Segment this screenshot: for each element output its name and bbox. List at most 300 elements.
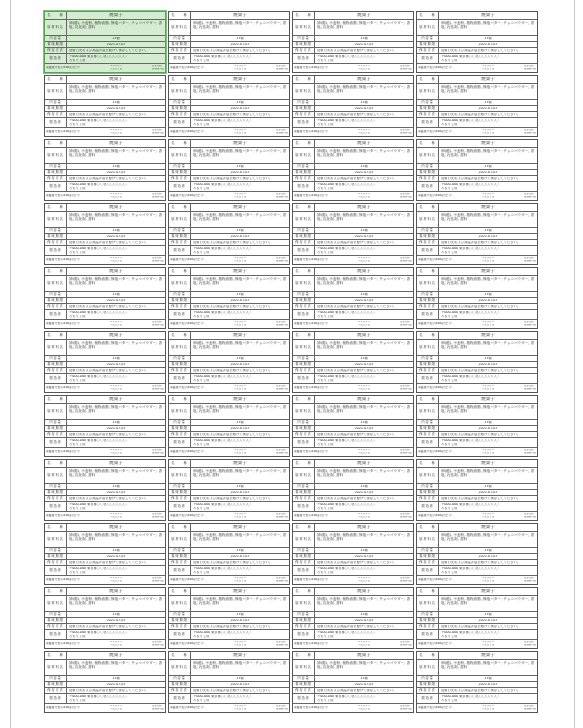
nutrition-title: 栄養成分表示(100g当たり)	[418, 129, 453, 133]
storage-key: 保存方法	[45, 560, 67, 565]
ingredients-key: 原材料名	[417, 84, 439, 99]
nutrition-carbs: 炭水化物	[400, 576, 410, 579]
food-label[interactable]	[416, 395, 538, 457]
nutrition-carbs: 炭水化物	[276, 704, 286, 707]
nutrition-salt: 食塩相当量	[276, 643, 288, 646]
storage-key: 保存方法	[293, 48, 315, 53]
nutrition-carbs: 炭水化物	[276, 320, 286, 323]
expiry-value: 2021.07.03	[106, 42, 126, 46]
food-label[interactable]	[168, 331, 290, 393]
name-row	[169, 652, 289, 660]
product-name: 焼菓子	[233, 12, 247, 18]
nutrition-carbs: 炭水化物	[152, 192, 162, 195]
nutrition-salt: 食塩相当量	[400, 195, 412, 198]
nutrition-salt: 食塩相当量	[152, 67, 164, 70]
maker-row	[293, 54, 413, 64]
maker-row	[169, 694, 289, 704]
content-key: 内容量	[417, 676, 439, 681]
content-key: 内容量	[45, 420, 67, 425]
maker-name: ろもり工房	[317, 634, 334, 638]
food-label[interactable]	[292, 331, 414, 393]
ingredients-text: 卵(鶏), 小麦粉, 植物油脂, 無塩バター, チョコパウダー, 香塩, 乳化剤, 香料	[441, 469, 535, 478]
nutrition-protein: たんぱく質	[234, 579, 247, 582]
ingredients-row	[169, 404, 289, 420]
food-label[interactable]	[292, 395, 414, 457]
content-value: 13個	[112, 356, 120, 360]
maker-key: 製造者	[45, 566, 67, 575]
maker-address: 〒000-000 東京都〇〇区〇〇〇〇〇〇	[441, 310, 499, 314]
food-label[interactable]	[44, 587, 166, 649]
food-label[interactable]	[292, 11, 414, 73]
ingredients-key: 原材料名	[417, 404, 439, 419]
ingredients-text: 卵(鶏), 小麦粉, 植物油脂, 無塩バター, チョコパウダー, 香塩, 乳化剤, 香料	[69, 469, 163, 478]
ingredients-key: 原材料名	[45, 596, 67, 611]
nutrition-carbs: 炭水化物	[152, 512, 162, 515]
nutrition-title: 栄養成分表示(100g当たり)	[418, 513, 453, 517]
nutrition-energy: エネルギー	[482, 256, 495, 259]
nutrition-carbs: 炭水化物	[276, 640, 286, 643]
nutrition-title: 栄養成分表示(100g当たり)	[294, 65, 329, 69]
nutrition-carbs: 炭水化物	[524, 384, 534, 387]
name-row	[45, 332, 165, 340]
nutrition-title: 栄養成分表示(100g当たり)	[294, 385, 329, 389]
ingredients-row	[45, 660, 165, 676]
content-value: 13個	[236, 228, 244, 232]
product-name: 焼菓子	[481, 652, 495, 658]
expiry-value: 2021.07.03	[106, 170, 126, 174]
food-label[interactable]	[416, 267, 538, 329]
nutrition-title: 栄養成分表示(100g当たり)	[46, 449, 81, 453]
expiry-value: 2021.07.03	[230, 682, 250, 686]
nutrition-salt: 食塩相当量	[400, 579, 412, 582]
maker-name: ろもり工房	[317, 186, 334, 190]
name-key: 名 称	[417, 396, 439, 403]
storage-key: 保存方法	[417, 240, 439, 245]
expiry-value: 2021.07.03	[230, 298, 250, 302]
nutrition-row	[417, 448, 537, 455]
content-value: 13個	[236, 36, 244, 40]
storage-value: 直射日光および高温多湿を避けて保存してください。	[441, 112, 521, 116]
maker-address: 〒000-000 東京都〇〇区〇〇〇〇〇〇	[441, 246, 499, 250]
content-key: 内容量	[169, 484, 191, 489]
maker-address: 〒000-000 東京都〇〇区〇〇〇〇〇〇	[317, 438, 375, 442]
storage-value: 直射日光および高温多湿を避けて保存してください。	[69, 48, 149, 52]
name-key: 名 称	[293, 268, 315, 275]
storage-key: 保存方法	[169, 688, 191, 693]
nutrition-carbs: 炭水化物	[276, 192, 286, 195]
ingredients-key: 原材料名	[417, 276, 439, 291]
nutrition-salt: 食塩相当量	[152, 515, 164, 518]
nutrition-carbs: 炭水化物	[400, 640, 410, 643]
ingredients-text: 卵(鶏), 小麦粉, 植物油脂, 無塩バター, チョコパウダー, 香塩, 乳化剤, 香料	[69, 405, 163, 414]
storage-key: 保存方法	[169, 112, 191, 117]
maker-row	[417, 566, 537, 576]
maker-name: ろもり工房	[69, 314, 86, 318]
food-label[interactable]	[416, 587, 538, 649]
nutrition-carbs: 炭水化物	[276, 256, 286, 259]
maker-address: 〒000-000 東京都〇〇区〇〇〇〇〇〇	[69, 246, 127, 250]
food-label[interactable]	[168, 395, 290, 457]
expiry-key: 賞味期限	[169, 554, 191, 559]
nutrition-carbs: 炭水化物	[524, 640, 534, 643]
food-label[interactable]	[44, 203, 166, 265]
name-key: 名 称	[169, 524, 191, 531]
food-label[interactable]	[168, 459, 290, 521]
nutrition-protein: たんぱく質	[110, 707, 123, 710]
content-key: 内容量	[293, 484, 315, 489]
storage-key: 保存方法	[417, 112, 439, 117]
maker-name: ろもり工房	[193, 314, 210, 318]
expiry-value: 2021.07.03	[106, 682, 126, 686]
ingredients-key: 原材料名	[293, 340, 315, 355]
nutrition-protein: たんぱく質	[234, 515, 247, 518]
ingredients-key: 原材料名	[45, 148, 67, 163]
content-key: 内容量	[417, 612, 439, 617]
food-label[interactable]	[292, 203, 414, 265]
name-row	[45, 268, 165, 276]
maker-key: 製造者	[417, 630, 439, 639]
maker-name: ろもり工房	[193, 122, 210, 126]
nutrition-energy: エネルギー	[482, 640, 495, 643]
name-key: 名 称	[293, 204, 315, 211]
maker-name: ろもり工房	[69, 186, 86, 190]
product-name: 焼菓子	[357, 204, 371, 210]
ingredients-row	[417, 468, 537, 484]
expiry-key: 賞味期限	[169, 490, 191, 495]
nutrition-protein: たんぱく質	[110, 67, 123, 70]
nutrition-row	[417, 128, 537, 135]
maker-name: ろもり工房	[69, 698, 86, 702]
name-key: 名 称	[45, 268, 67, 275]
expiry-value: 2021.07.03	[354, 490, 374, 494]
content-value: 13個	[484, 228, 492, 232]
expiry-key: 賞味期限	[45, 170, 67, 175]
product-name: 焼菓子	[109, 396, 123, 402]
food-label[interactable]	[168, 587, 290, 649]
food-label[interactable]	[44, 267, 166, 329]
maker-key: 製造者	[417, 438, 439, 447]
food-label[interactable]	[44, 331, 166, 393]
nutrition-protein: たんぱく質	[482, 195, 495, 198]
name-row	[45, 76, 165, 84]
food-label[interactable]	[44, 395, 166, 457]
storage-key: 保存方法	[169, 240, 191, 245]
product-name: 焼菓子	[357, 12, 371, 18]
food-label[interactable]	[416, 331, 538, 393]
storage-value: 直射日光および高温多湿を避けて保存してください。	[441, 304, 521, 308]
name-key: 名 称	[293, 396, 315, 403]
nutrition-title: 栄養成分表示(100g当たり)	[46, 193, 81, 197]
ingredients-key: 原材料名	[417, 148, 439, 163]
nutrition-row	[417, 192, 537, 199]
storage-value: 直射日光および高温多湿を避けて保存してください。	[193, 624, 273, 628]
ingredients-row	[45, 20, 165, 36]
name-key: 名 称	[293, 588, 315, 595]
food-label[interactable]	[292, 587, 414, 649]
ingredients-key: 原材料名	[417, 20, 439, 35]
ingredients-row	[293, 340, 413, 356]
nutrition-salt: 食塩相当量	[152, 195, 164, 198]
food-label[interactable]	[416, 459, 538, 521]
nutrition-energy: エネルギー	[482, 576, 495, 579]
nutrition-salt: 食塩相当量	[400, 323, 412, 326]
maker-key: 製造者	[169, 502, 191, 511]
ingredients-row	[169, 532, 289, 548]
nutrition-carbs: 炭水化物	[400, 128, 410, 131]
product-name: 焼菓子	[481, 204, 495, 210]
product-name: 焼菓子	[233, 460, 247, 466]
nutrition-salt: 食塩相当量	[152, 643, 164, 646]
expiry-key: 賞味期限	[417, 618, 439, 623]
maker-row	[293, 374, 413, 384]
maker-key: 製造者	[45, 630, 67, 639]
nutrition-carbs: 炭水化物	[152, 448, 162, 451]
nutrition-title: 栄養成分表示(100g当たり)	[294, 129, 329, 133]
name-row	[169, 204, 289, 212]
nutrition-title: 栄養成分表示(100g当たり)	[170, 257, 205, 261]
nutrition-salt: 食塩相当量	[152, 259, 164, 262]
nutrition-carbs: 炭水化物	[400, 192, 410, 195]
maker-name: ろもり工房	[441, 186, 458, 190]
food-label[interactable]	[44, 523, 166, 585]
ingredients-text: 卵(鶏), 小麦粉, 植物油脂, 無塩バター, チョコパウダー, 香塩, 乳化剤, 香料	[193, 149, 287, 158]
nutrition-carbs: 炭水化物	[276, 576, 286, 579]
maker-address: 〒000-000 東京都〇〇区〇〇〇〇〇〇	[317, 182, 375, 186]
maker-address: 〒000-000 東京都〇〇区〇〇〇〇〇〇	[317, 694, 375, 698]
nutrition-protein: たんぱく質	[482, 643, 495, 646]
nutrition-protein: たんぱく質	[234, 707, 247, 710]
food-label[interactable]	[44, 459, 166, 521]
maker-name: ろもり工房	[69, 250, 86, 254]
expiry-key: 賞味期限	[169, 362, 191, 367]
maker-key: 製造者	[45, 694, 67, 703]
content-key: 内容量	[169, 36, 191, 41]
expiry-value: 2021.07.03	[230, 234, 250, 238]
food-label[interactable]	[44, 11, 166, 73]
food-label[interactable]	[416, 523, 538, 585]
expiry-value: 2021.07.03	[478, 298, 498, 302]
nutrition-carbs: 炭水化物	[152, 640, 162, 643]
ingredients-text: 卵(鶏), 小麦粉, 植物油脂, 無塩バター, チョコパウダー, 香塩, 乳化剤, 香料	[441, 213, 535, 222]
food-label[interactable]	[168, 75, 290, 137]
storage-value: 直射日光および高温多湿を避けて保存してください。	[317, 432, 397, 436]
food-label[interactable]	[168, 523, 290, 585]
product-name: 焼菓子	[357, 396, 371, 402]
storage-key: 保存方法	[293, 624, 315, 629]
expiry-value: 2021.07.03	[354, 298, 374, 302]
expiry-key: 賞味期限	[417, 490, 439, 495]
content-value: 13個	[112, 164, 120, 168]
expiry-key: 賞味期限	[417, 170, 439, 175]
name-row	[417, 332, 537, 340]
food-label[interactable]	[292, 139, 414, 201]
nutrition-protein: たんぱく質	[482, 259, 495, 262]
maker-row	[45, 54, 165, 64]
nutrition-protein: たんぱく質	[110, 195, 123, 198]
ingredients-text: 卵(鶏), 小麦粉, 植物油脂, 無塩バター, チョコパウダー, 香塩, 乳化剤, 香料	[441, 533, 535, 542]
nutrition-protein: たんぱく質	[482, 515, 495, 518]
nutrition-energy: エネルギー	[482, 128, 495, 131]
maker-address: 〒000-000 東京都〇〇区〇〇〇〇〇〇	[441, 182, 499, 186]
name-key: 名 称	[417, 588, 439, 595]
maker-address: 〒000-000 東京都〇〇区〇〇〇〇〇〇	[317, 630, 375, 634]
name-row	[293, 204, 413, 212]
storage-value: 直射日光および高温多湿を避けて保存してください。	[317, 176, 397, 180]
product-name: 焼菓子	[109, 268, 123, 274]
expiry-key: 賞味期限	[45, 682, 67, 687]
content-value: 13個	[360, 548, 368, 552]
nutrition-row	[293, 704, 413, 711]
product-name: 焼菓子	[109, 204, 123, 210]
expiry-key: 賞味期限	[293, 362, 315, 367]
food-label[interactable]	[168, 203, 290, 265]
storage-value: 直射日光および高温多湿を避けて保存してください。	[317, 624, 397, 628]
nutrition-title: 栄養成分表示(100g当たり)	[294, 577, 329, 581]
nutrition-energy: エネルギー	[234, 128, 247, 131]
product-name: 焼菓子	[233, 332, 247, 338]
food-label[interactable]	[416, 651, 538, 713]
ingredients-key: 原材料名	[293, 276, 315, 291]
ingredients-text: 卵(鶏), 小麦粉, 植物油脂, 無塩バター, チョコパウダー, 香塩, 乳化剤, 香料	[441, 661, 535, 670]
expiry-value: 2021.07.03	[230, 426, 250, 430]
maker-key: 製造者	[45, 246, 67, 255]
nutrition-energy: エネルギー	[234, 192, 247, 195]
ingredients-key: 原材料名	[293, 596, 315, 611]
content-value: 13個	[112, 228, 120, 232]
name-key: 名 称	[417, 76, 439, 83]
nutrition-title: 栄養成分表示(100g当たり)	[170, 641, 205, 645]
maker-row	[45, 310, 165, 320]
food-label[interactable]	[168, 139, 290, 201]
storage-value: 直射日光および高温多湿を避けて保存してください。	[69, 240, 149, 244]
nutrition-protein: たんぱく質	[482, 387, 495, 390]
food-label[interactable]	[292, 75, 414, 137]
nutrition-row	[169, 128, 289, 135]
nutrition-row	[45, 256, 165, 263]
storage-key: 保存方法	[45, 432, 67, 437]
food-label[interactable]	[168, 11, 290, 73]
storage-value: 直射日光および高温多湿を避けて保存してください。	[69, 688, 149, 692]
name-key: 名 称	[169, 332, 191, 339]
product-name: 焼菓子	[357, 588, 371, 594]
nutrition-salt: 食塩相当量	[276, 67, 288, 70]
maker-name: ろもり工房	[69, 378, 86, 382]
food-label[interactable]	[292, 523, 414, 585]
storage-key: 保存方法	[293, 176, 315, 181]
food-label[interactable]	[44, 75, 166, 137]
ingredients-text: 卵(鶏), 小麦粉, 植物油脂, 無塩バター, チョコパウダー, 香塩, 乳化剤, 香料	[317, 149, 411, 158]
maker-key: 製造者	[417, 502, 439, 511]
storage-key: 保存方法	[293, 688, 315, 693]
nutrition-carbs: 炭水化物	[400, 64, 410, 67]
product-name: 焼菓子	[357, 652, 371, 658]
ingredients-key: 原材料名	[417, 660, 439, 675]
ingredients-text: 卵(鶏), 小麦粉, 植物油脂, 無塩バター, チョコパウダー, 香塩, 乳化剤, 香料	[193, 405, 287, 414]
content-value: 13個	[360, 484, 368, 488]
name-row	[45, 460, 165, 468]
name-row	[417, 268, 537, 276]
storage-key: 保存方法	[45, 112, 67, 117]
ingredients-key: 原材料名	[169, 340, 191, 355]
name-row	[293, 332, 413, 340]
ingredients-row	[45, 276, 165, 292]
nutrition-protein: たんぱく質	[358, 643, 371, 646]
nutrition-carbs: 炭水化物	[400, 384, 410, 387]
ingredients-text: 卵(鶏), 小麦粉, 植物油脂, 無塩バター, チョコパウダー, 香塩, 乳化剤, 香料	[69, 149, 163, 158]
food-label[interactable]	[292, 267, 414, 329]
nutrition-protein: たんぱく質	[358, 579, 371, 582]
name-key: 名 称	[169, 588, 191, 595]
content-key: 内容量	[45, 484, 67, 489]
ingredients-key: 原材料名	[169, 660, 191, 675]
name-row	[417, 652, 537, 660]
content-key: 内容量	[417, 100, 439, 105]
name-key: 名 称	[293, 460, 315, 467]
ingredients-row	[169, 660, 289, 676]
nutrition-carbs: 炭水化物	[152, 576, 162, 579]
expiry-value: 2021.07.03	[354, 554, 374, 558]
food-label[interactable]	[416, 203, 538, 265]
maker-name: ろもり工房	[317, 122, 334, 126]
storage-value: 直射日光および高温多湿を避けて保存してください。	[317, 112, 397, 116]
food-label[interactable]	[416, 75, 538, 137]
name-key: 名 称	[417, 268, 439, 275]
expiry-value: 2021.07.03	[354, 170, 374, 174]
content-value: 13個	[484, 420, 492, 424]
ingredients-row	[293, 20, 413, 36]
nutrition-title: 栄養成分表示(100g当たり)	[46, 65, 81, 69]
ingredients-row	[417, 596, 537, 612]
nutrition-protein: たんぱく質	[110, 579, 123, 582]
content-value: 13個	[360, 100, 368, 104]
maker-name: ろもり工房	[441, 122, 458, 126]
name-row	[45, 12, 165, 20]
maker-row	[45, 438, 165, 448]
ingredients-text: 卵(鶏), 小麦粉, 植物油脂, 無塩バター, チョコパウダー, 香塩, 乳化剤, 香料	[193, 533, 287, 542]
name-row	[417, 460, 537, 468]
maker-address: 〒000-000 東京都〇〇区〇〇〇〇〇〇	[69, 438, 127, 442]
product-name: 焼菓子	[357, 76, 371, 82]
content-key: 内容量	[169, 420, 191, 425]
food-label[interactable]	[416, 139, 538, 201]
expiry-key: 賞味期限	[293, 170, 315, 175]
ingredients-row	[417, 404, 537, 420]
storage-key: 保存方法	[417, 48, 439, 53]
name-row	[169, 140, 289, 148]
food-label[interactable]	[168, 651, 290, 713]
food-label[interactable]	[416, 11, 538, 73]
ingredients-row	[45, 532, 165, 548]
nutrition-carbs: 炭水化物	[276, 512, 286, 515]
food-label[interactable]	[44, 651, 166, 713]
food-label[interactable]	[168, 267, 290, 329]
storage-value: 直射日光および高温多湿を避けて保存してください。	[317, 496, 397, 500]
maker-row	[293, 246, 413, 256]
maker-address: 〒000-000 東京都〇〇区〇〇〇〇〇〇	[193, 566, 251, 570]
maker-row	[417, 182, 537, 192]
storage-value: 直射日光および高温多湿を避けて保存してください。	[69, 432, 149, 436]
nutrition-title: 栄養成分表示(100g当たり)	[170, 577, 205, 581]
content-value: 13個	[484, 676, 492, 680]
food-label[interactable]	[44, 139, 166, 201]
food-label[interactable]	[292, 651, 414, 713]
expiry-value: 2021.07.03	[354, 618, 374, 622]
nutrition-energy: エネルギー	[234, 704, 247, 707]
maker-row	[169, 502, 289, 512]
content-key: 内容量	[417, 36, 439, 41]
food-label[interactable]	[292, 459, 414, 521]
nutrition-salt: 食塩相当量	[400, 67, 412, 70]
